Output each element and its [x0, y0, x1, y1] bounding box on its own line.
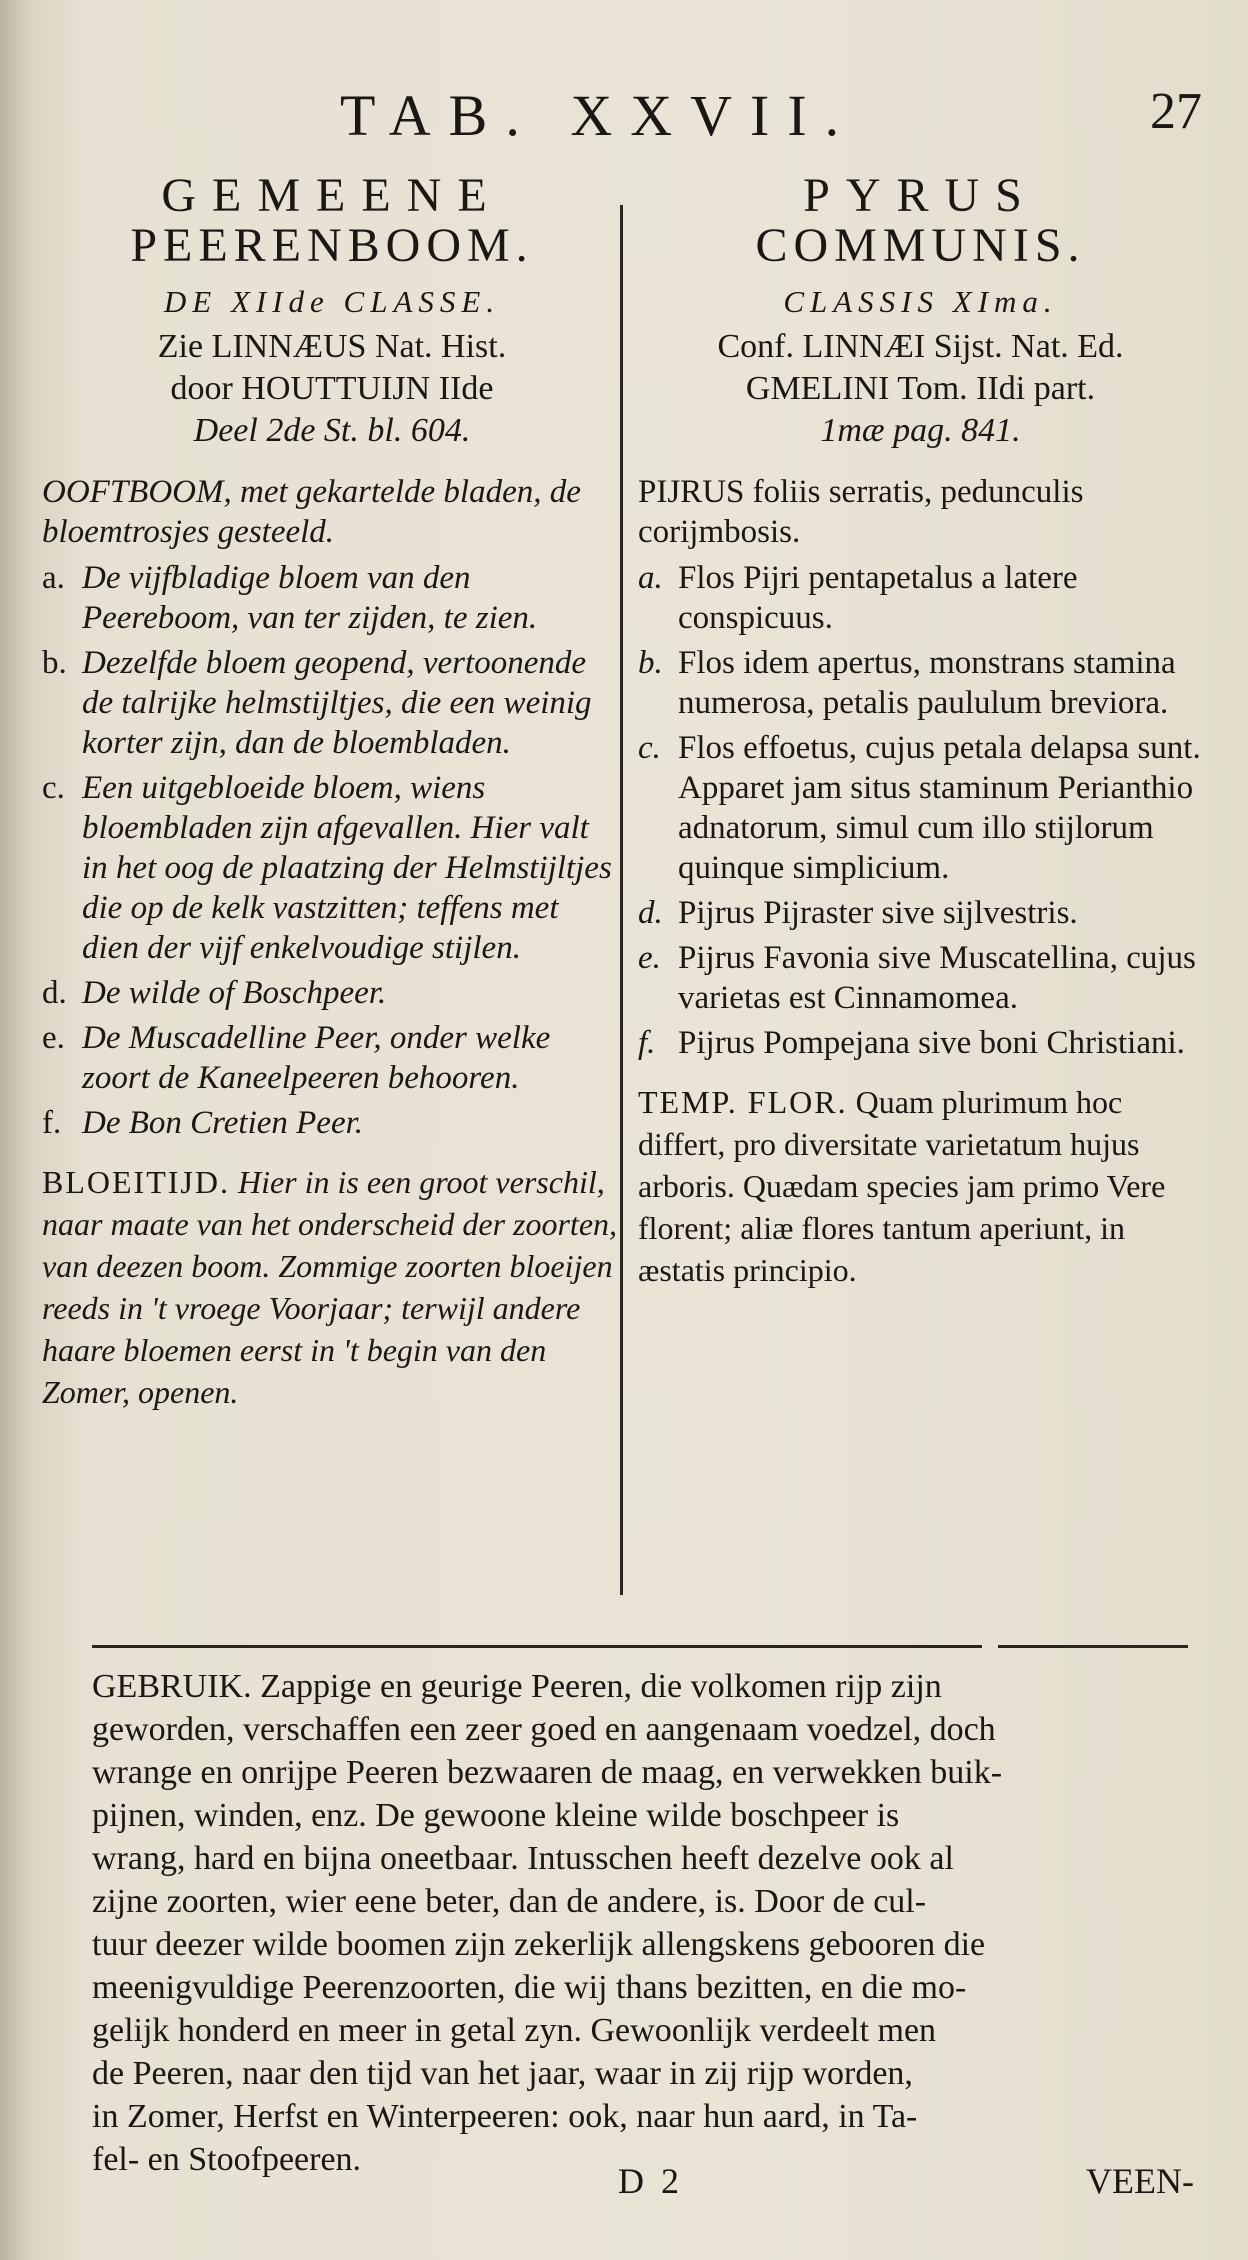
dutch-heading-line2: PEERENBOOM.	[130, 219, 534, 272]
latin-column	[638, 169, 1203, 1291]
latin-heading-line1: PYRUS	[803, 169, 1038, 222]
latin-reference-line: Conf. LINNÆI Sijst. Nat. Ed.	[717, 328, 1124, 365]
usage-line: de Peeren, naar den tijd van het jaar, waar in zij rijp worden,	[92, 2055, 913, 2092]
latin-reference-line: GMELINI Tom. IIdi part.	[745, 370, 1096, 407]
entry-key: a.	[638, 560, 663, 596]
usage-line: geworden, verschaffen een zeer goed en aangenaam voedzel, doch	[92, 1711, 996, 1748]
entry-text: Pijrus Pompejana sive boni Christiani.	[678, 1025, 1185, 1061]
dutch-entry	[42, 558, 622, 638]
dutch-class-line: DE XIIde CLASSE.	[163, 284, 501, 319]
dutch-reference-line: Zie LINNÆUS Nat. Hist.	[157, 328, 507, 365]
dutch-entry	[42, 973, 622, 1013]
usage-line: GEBRUIK. Zappige en geurige Peeren, die volkomen rijp zijn	[92, 1668, 942, 1705]
flowering-text: Quam plurimum hoc differt, pro diversitate varietatum hujus arboris. Quædam species jam primo Vere florent; aliæ flores tantum aperiunt, in æstatis principio.	[638, 1084, 1166, 1288]
latin-flowering-time	[638, 1081, 1203, 1291]
entry-key: b.	[638, 645, 663, 681]
entry-key: c.	[42, 770, 65, 806]
entry-text: De Bon Cretien Peer.	[82, 1105, 364, 1141]
entry-text: Een uitgebloeide bloem, wiens bloembladen zijn afgevallen. Hier valt in het oog de plaatzing der Helmstijltjes die op de kelk vastzitten; teffens met dien der vijf enkelvoudige stijlen.	[82, 770, 612, 966]
entry-text: Pijrus Pijraster sive sijlvestris.	[678, 895, 1078, 931]
usage-line: fel- en Stoofpeeren.	[92, 2141, 362, 2178]
dutch-entry	[42, 768, 622, 968]
flowering-label: BLOEITIJD.	[42, 1164, 230, 1200]
flowering-label: TEMP. FLOR.	[638, 1084, 848, 1120]
section-rule	[998, 1645, 1188, 1648]
latin-class-line: CLASSIS XIma.	[783, 284, 1058, 319]
usage-line: gelijk honderd en meer in getal zyn. Gewoonlijk verdeelt men	[92, 2012, 937, 2049]
entry-text: Pijrus Favonia sive Muscatellina, cujus varietas est Cinnamomea.	[678, 940, 1196, 1016]
flowering-text: Hier in is een groot verschil, naar maate van het onderscheid der zoorten, van deezen boom. Zommige zoorten bloeijen reeds in 't vroege Voorjaar; terwijl andere haare bloemen eerst in 't begin van den Zomer, openen.	[42, 1164, 618, 1410]
entry-key: b.	[42, 645, 67, 681]
entry-text: Flos Pijri pentapetalus a latere conspicuus.	[678, 560, 1078, 636]
entry-key: d.	[42, 975, 67, 1011]
signature-mark: D 2	[618, 2161, 683, 2201]
entry-text: De vijfbladige bloem van den Peereboom, van ter zijden, te zien.	[82, 560, 538, 636]
entry-key: a.	[42, 560, 65, 596]
section-rule	[92, 1645, 982, 1648]
dutch-flowering-time	[42, 1161, 622, 1413]
latin-entry	[638, 1023, 1203, 1063]
entry-key: f.	[42, 1105, 62, 1141]
dutch-reference	[42, 326, 622, 452]
page-header	[0, 82, 1248, 152]
dutch-lead-description: OOFTBOOM, met gekartelde bladen, de bloemtrosjes gesteeld.	[42, 474, 581, 550]
dutch-entry	[42, 1018, 622, 1098]
entry-text: De wilde of Boschpeer.	[82, 975, 387, 1011]
entry-key: e.	[42, 1020, 65, 1056]
latin-lead-description: PIJRUS foliis serratis, pedunculis corijmbosis.	[638, 474, 1084, 550]
latin-reference-line: 1mæ pag. 841.	[820, 412, 1021, 449]
catchword: VEEN-	[1086, 2161, 1194, 2201]
entry-key: c.	[638, 730, 661, 766]
usage-line: wrange en onrijpe Peeren bezwaaren de maag, en verwekken buik-	[92, 1754, 1003, 1791]
usage-line: zijne zoorten, wier eene beter, dan de andere, is. Door de cul-	[92, 1883, 927, 1920]
latin-entry	[638, 728, 1203, 888]
dutch-heading-line1: GEMEENE	[161, 169, 503, 222]
entry-text: De Muscadelline Peer, onder welke zoort de Kaneelpeeren behooren.	[82, 1020, 551, 1096]
latin-reference	[638, 326, 1203, 452]
dutch-column	[42, 169, 622, 1413]
latin-entry	[638, 558, 1203, 638]
usage-line: meenigvuldige Peerenzoorten, die wij thans bezitten, en die mo-	[92, 1969, 967, 2006]
usage-line: pijnen, winden, enz. De gewoone kleine wilde boschpeer is	[92, 1797, 900, 1834]
plate-title: TAB. XXVII.	[340, 83, 858, 148]
page-number: 27	[1150, 83, 1202, 140]
entry-text: Flos idem apertus, monstrans stamina numerosa, petalis paululum breviora.	[678, 645, 1176, 721]
entry-key: d.	[638, 895, 663, 931]
dutch-entry	[42, 1103, 622, 1143]
dutch-reference-line: door HOUTTUIJN IIde	[170, 370, 494, 407]
usage-paragraph	[92, 1665, 1187, 2181]
usage-line: tuur deezer wilde boomen zijn zekerlijk allengskens gebooren die	[92, 1926, 986, 1963]
latin-entry	[638, 938, 1203, 1018]
entry-text: Flos effoetus, cujus petala delapsa sunt. Apparet jam situs staminum Perianthio adnatorum, simul cum illo stijlorum quinque simplicium.	[678, 730, 1201, 886]
usage-line: wrang, hard en bijna oneetbaar. Intusschen heeft dezelve ook al	[92, 1840, 954, 1877]
entry-text: Dezelfde bloem geopend, vertoonende de talrijke helmstijltjes, die een weinig korter zijn, dan de bloembladen.	[82, 645, 592, 761]
dutch-entry	[42, 643, 622, 763]
latin-heading-line2: COMMUNIS.	[755, 219, 1086, 272]
dutch-reference-line: Deel 2de St. bl. 604.	[193, 412, 471, 449]
entry-key: f.	[638, 1025, 656, 1061]
usage-line: in Zomer, Herfst en Winterpeeren: ook, naar hun aard, in Ta-	[92, 2098, 918, 2135]
page-footer	[0, 2160, 1248, 2210]
latin-entry	[638, 893, 1203, 933]
latin-entry	[638, 643, 1203, 723]
entry-key: e.	[638, 940, 661, 976]
